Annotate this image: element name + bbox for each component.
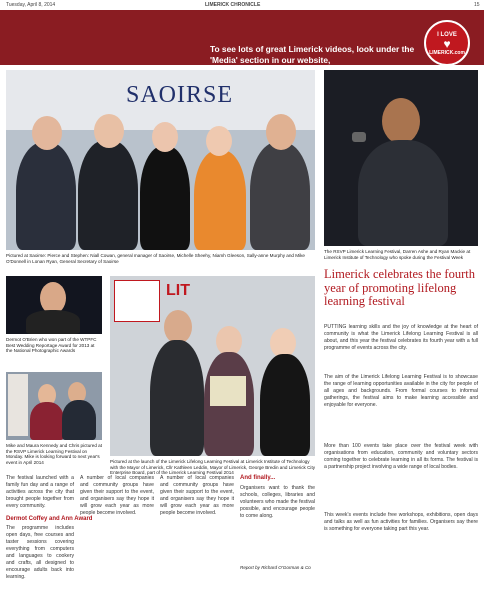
lit-group-photo [110, 276, 315, 456]
article-body-4: This week's events include free workshops, exhibitions, open days and talks as well as fun activities for families. Organisers say there is something for everyone taking part this year. [324, 512, 478, 532]
column-4-text: Organisers want to thank the schools, colleges, libraries and volunteers who made the festival possible, and encourage people to come along. [240, 485, 315, 519]
ilovelimerick-logo [424, 20, 470, 66]
ilovelimerick-sign [8, 374, 28, 436]
column-1b-text: The programme includes open days, free courses and taster sessions covering everything from computers and languages to cookery and crafts, all designed to encourage adults back into learning. [6, 525, 74, 580]
lit-banner [114, 280, 160, 322]
speaker-photo [324, 70, 478, 246]
portrait-photo [6, 276, 102, 334]
logo-bottom-text: LIMERICK.com [429, 50, 465, 56]
portrait-photo-caption: Dermot O'Brien who won part of the WTPFC Best Wedding Reportage Award for 2013 at the National Photographic Awards [6, 337, 97, 354]
saoirse-backdrop-text: SAOIRSE [126, 82, 234, 108]
article-headline: Limerick celebrates the fourth year of promoting lifelong learning festival [324, 267, 475, 308]
header-page-number: 15 [474, 2, 480, 8]
byline: Report by Richard O'Gorman & Co [240, 565, 311, 570]
main-group-photo [6, 70, 315, 250]
article-body-1: PUTTING learning skills and the joy of knowledge at the heart of community is what the Limerick Lifelong Learning Festival is all about, and this year the festival celebrates its fourth year with a full programme of events across the city. [324, 324, 478, 351]
microphone-icon [352, 132, 366, 142]
logo-top-text: I LOVE [437, 32, 457, 38]
article-body-3: More than 100 events take place over the festival week with organisations from education, community and voluntary sectors coming together to celebrate learning in all its forms. The festival is a partnership project involving a wide range of local bodies. [324, 443, 478, 470]
column-2-text: A number of local companies and community groups have given their support to the event, and organisers say they hope it will grow each year as more people become involved. [80, 475, 154, 516]
article-body-2: The aim of the Limerick Lifelong Learning Festival is to showcase the range of learning opportunities available in the city for people of all ages and backgrounds. From formal courses to informal gatherings, the festival aims to make learning accessible and enjoyable for everyone. [324, 374, 478, 408]
festival-brochure [210, 376, 246, 406]
heart-icon: ♥ [443, 37, 451, 51]
couple-photo-caption: Mike and Maura Kennedy and Chris pictured at the RSVP Limerick Learning Festival on Monday. Mike is looking forward to next year's event in April 2014 [6, 443, 103, 465]
subhead-dermot: Dermot Coffey and Ann Award [6, 516, 93, 522]
column-1-text: The festival launched with a family fun day and a range of activities across the city that brought people together from every community. [6, 475, 74, 509]
main-photo-caption: Pictured at Saoirse: Pierce and Stephen: Niall Cowan, general manager of Saoirse, Michelle Sheehy, Niamh Gleeson, Sally-anne Murphy and Mike O'Donnell in Lonan Ryan, General Secretary of Saoirse [6, 253, 305, 264]
lit-logo-text: LIT [166, 282, 190, 299]
subhead-and-finally: And finally... [240, 475, 276, 481]
column-3-text: A number of local companies and community groups have given their support to the event, and organisers say they hope it will grow each year as more people become involved. [160, 475, 234, 516]
promo-banner[interactable] [0, 10, 484, 65]
banner-caption: To see lots of great Limerick videos, look under the 'Media' section in our website, [210, 44, 415, 65]
header-masthead: LIMERICK CHRONICLE [205, 2, 261, 8]
speaker-photo-caption: The RSVP Limerick Learning Festival, Darren Ashe and Ryan Mackie at Limerick Institute of Technology who spoke during the Festival Week [324, 249, 471, 260]
couple-photo [6, 372, 102, 440]
lit-photo-caption: Pictured at the launch of the Limerick Lifelong Learning Festival at Limerick Institute of Technology with the Mayor of Limerick, Cllr Kathleen Leddin, Mayor of Limerick, George Bredin and Limerick City Enterprise Board, part of the Limerick Learning Festival 2014 [110, 459, 316, 476]
header-date: Tuesday, April 8, 2014 [6, 2, 56, 8]
